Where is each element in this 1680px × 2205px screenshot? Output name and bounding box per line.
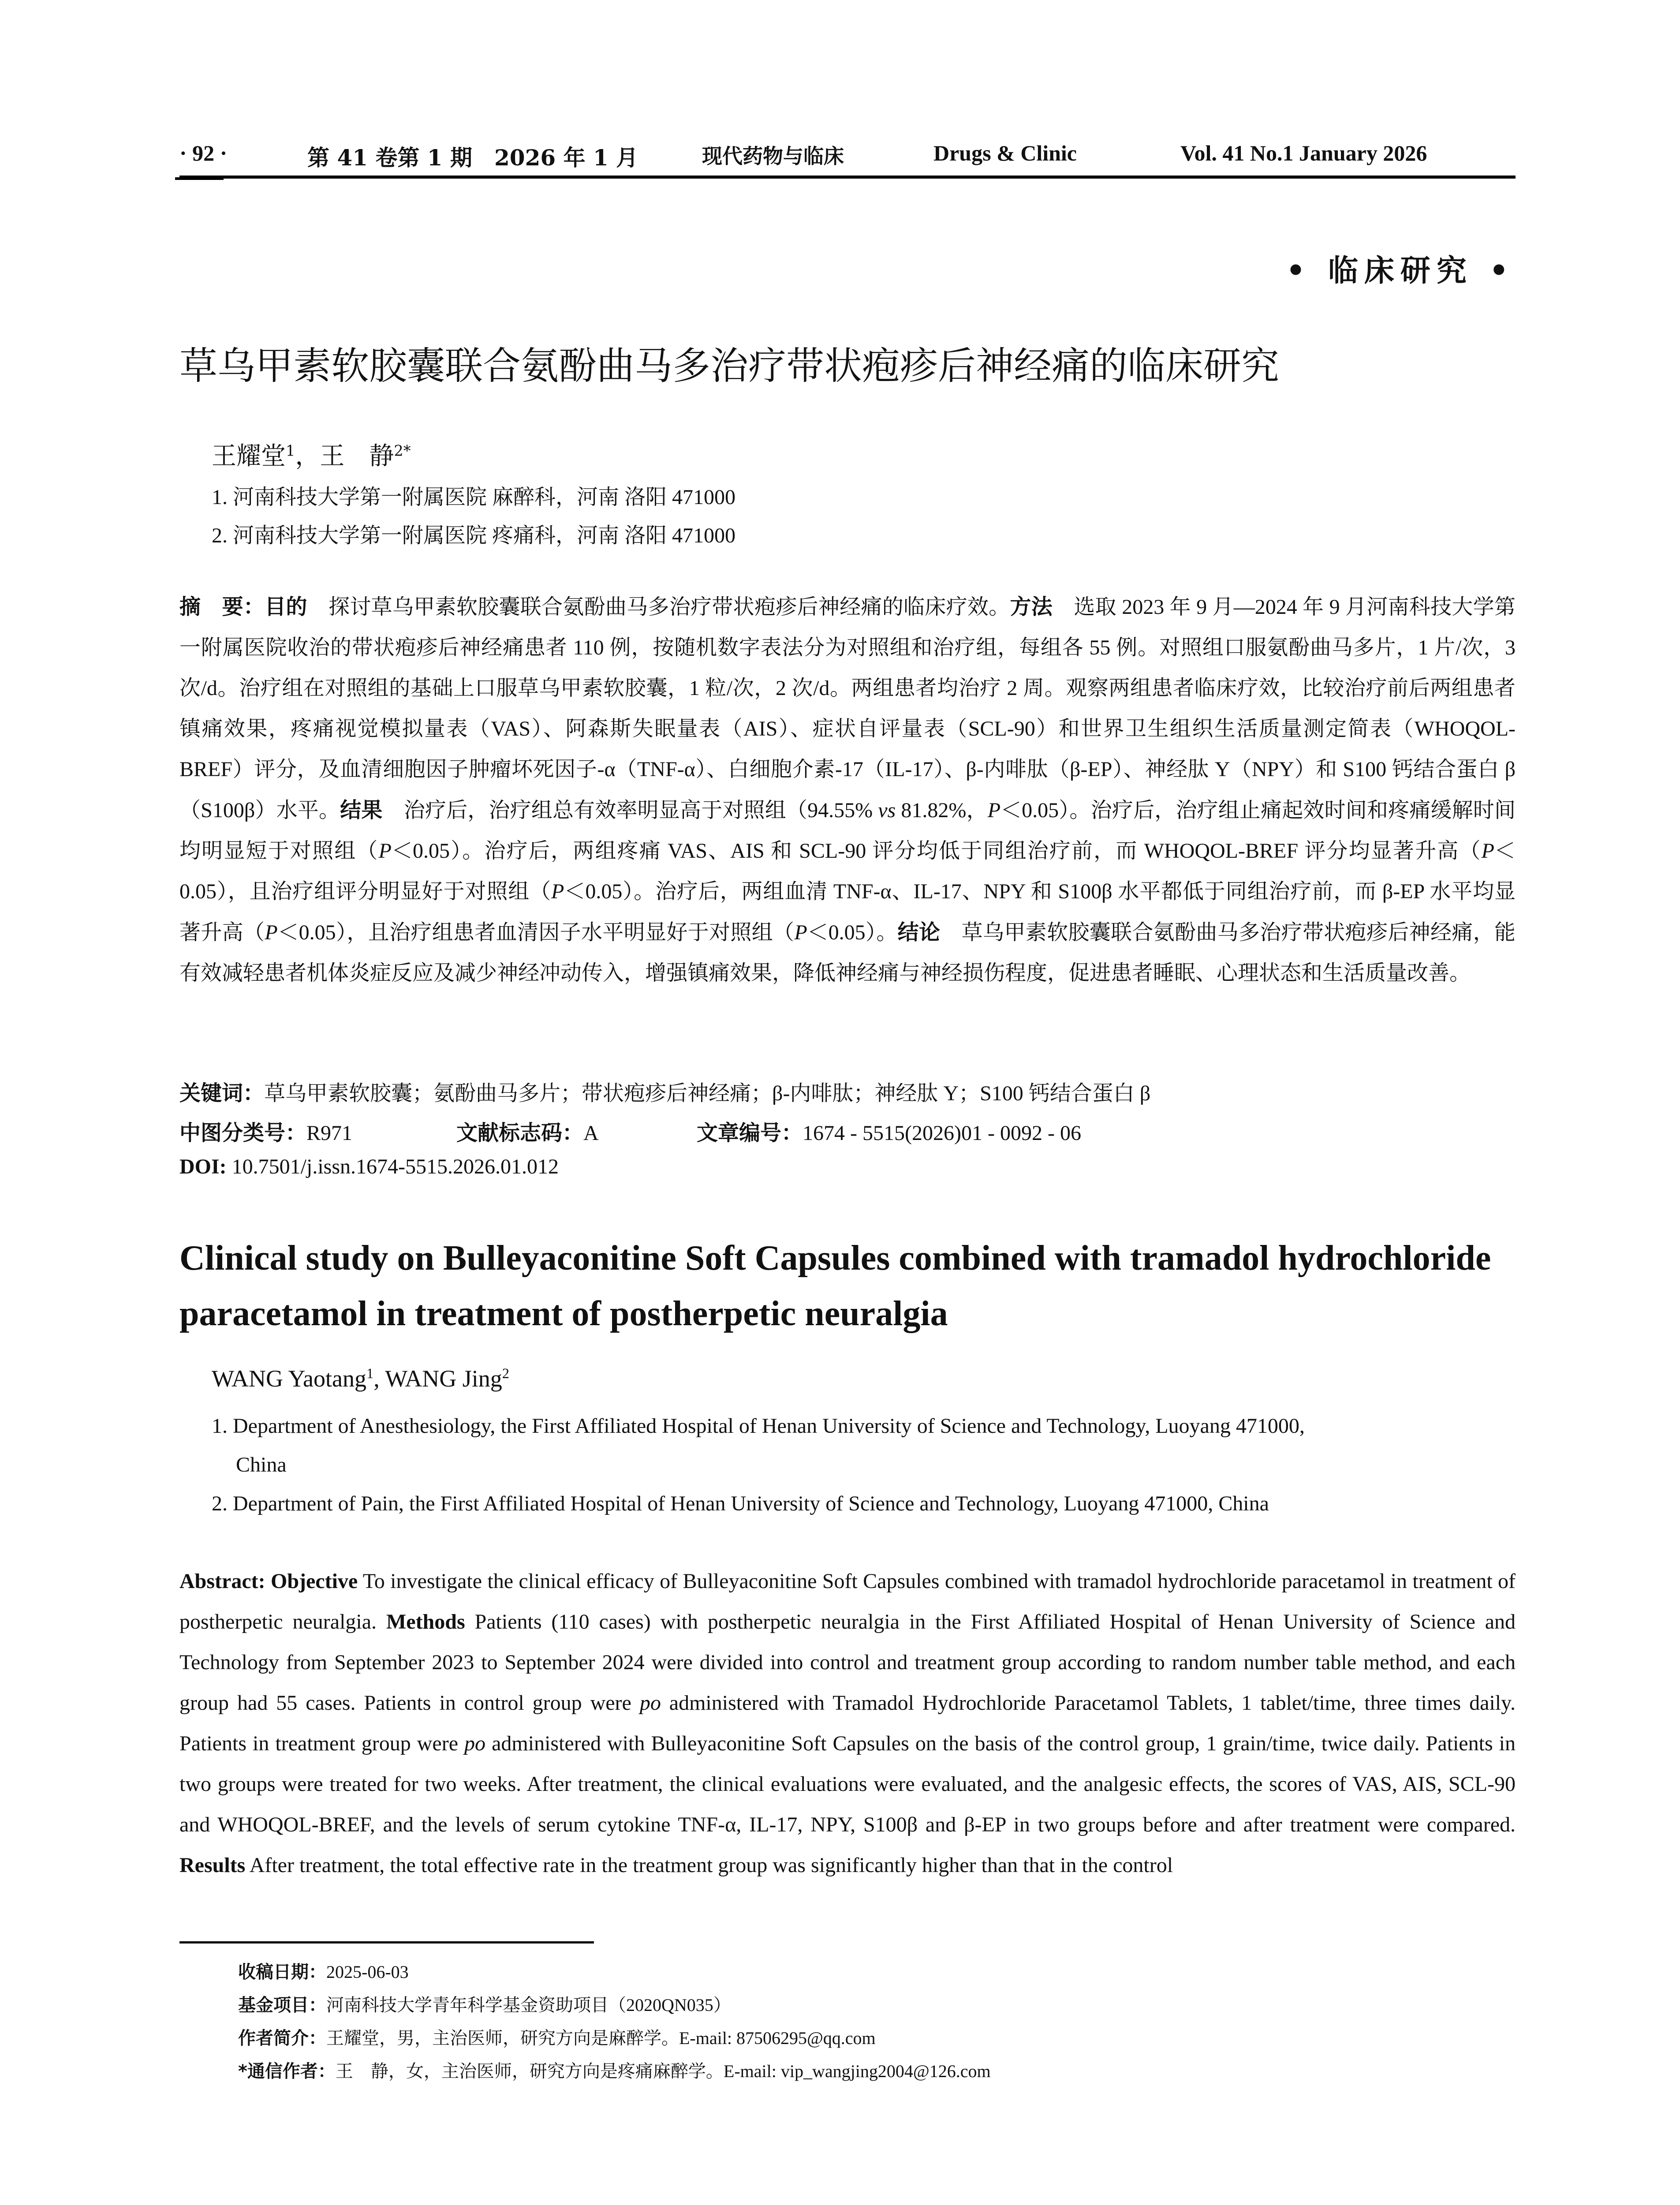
doi-link[interactable]: 10.7501/j.issn.1674-5515.2026.01.012 bbox=[226, 1155, 559, 1178]
article-title-en: Clinical study on Bulleyaconitine Soft Capsules combined with tramadol hydrochloride paracetamol in treatment of postherpetic neuralgia bbox=[179, 1239, 1491, 1333]
author-name: WANG Jing bbox=[385, 1365, 502, 1392]
author-affiliation-mark: 1 bbox=[286, 442, 295, 460]
keywords-cn bbox=[179, 1076, 1150, 1106]
header-rule-accent bbox=[175, 177, 224, 180]
conclusion-label: 结论 bbox=[897, 920, 941, 945]
footnote-label: 作者简介： bbox=[238, 2028, 326, 2048]
results-text: After treatment, the total effective rate in the treatment group was significantly higher than that in the control bbox=[245, 1854, 1173, 1877]
results-text: 81.82%， bbox=[896, 799, 988, 822]
vs-text: vs bbox=[878, 799, 896, 822]
p-value-symbol: P bbox=[265, 921, 278, 944]
author-name: 王耀堂 bbox=[212, 442, 286, 471]
footnote-label: 基金项目： bbox=[238, 1995, 326, 2015]
journal-name-en: Drugs & Clinic bbox=[933, 141, 1077, 165]
doi-label: DOI: bbox=[179, 1155, 227, 1178]
methods-text: 选取 2023 年 9 月—2024 年 9 月河南科技大学第一附属医院收治的带状疱疹后神经痛患者 110 例，按随机数字表法分为对照组和治疗组，每组各 55 例。对照组口服氨酚曲马多片，1 片/次，3 次/d。治疗组在对照组的基础上口服草乌甲素软胶囊，1 粒/次，2 次/d。两组患者均治疗 2 周。观察两组患者临床疗效，比较治疗前后两组患者镇痛效果，疼痛视觉模拟量表（VAS）、阿森斯失眠量表（AIS）、症状自评量表（SCL-90）和世界卫生组织生活质量测定简表（WHOQOL-BREF）评分，及血清细胞因子肿瘤坏死因子-α（TNF-α）、白细胞介素-17（IL-17）、β-内啡肽（β-EP）、神经肽 Y（NPY）和 S100 钙结合蛋白 β（S100β）水平。 bbox=[179, 595, 1516, 822]
footnote-label: 收稿日期： bbox=[238, 1962, 326, 1982]
p-value-symbol: P bbox=[378, 839, 392, 863]
article-number-value: 1674 - 5515(2026)01 - 0092 - 06 bbox=[803, 1121, 1081, 1145]
doc-code-value: A bbox=[583, 1121, 599, 1145]
affiliation-cn: 2. 河南科技大学第一附属医院 疼痛科，河南 洛阳 471000 bbox=[212, 524, 736, 547]
objective-text: To investigate the clinical efficacy of Bulleyaconitine Soft Capsules combined with tramadol hydrochloride paracetamol in treatment of postherpetic neuralgia. bbox=[179, 1570, 1516, 1633]
doi-line bbox=[179, 1155, 559, 1179]
abstract-cn bbox=[179, 587, 1516, 994]
affiliation-en: 1. Department of Anesthesiology, the First Affiliated Hospital of Henan University of Science and Technology, Luoyang 471000, bbox=[212, 1414, 1305, 1438]
author-name: WANG Yaotang bbox=[212, 1365, 366, 1392]
footnote-author-bio bbox=[238, 2024, 876, 2049]
affiliation-en: 2. Department of Pain, the First Affiliated Hospital of Henan University of Science and Technology, Luoyang 471000, China bbox=[212, 1492, 1269, 1515]
author-affiliation-mark: 2* bbox=[394, 442, 411, 460]
article-number-label: 文章编号： bbox=[697, 1121, 803, 1145]
p-value-symbol: P bbox=[551, 880, 564, 903]
doc-code-label: 文献标志码： bbox=[456, 1121, 584, 1145]
affiliation-cn: 1. 河南科技大学第一附属医院 麻醉科，河南 洛阳 471000 bbox=[212, 486, 736, 509]
author-name: 王 静 bbox=[320, 442, 394, 471]
classification-line bbox=[179, 1116, 352, 1146]
methods-text: administered with Bulleyaconitine Soft Capsules on the basis of the control group, 1 grain/time, twice daily. Patients in two groups were treated for two weeks. After treatment, the clinical evaluations were evaluated, and the analgesic effects, the scores of VAS, AIS, SCL-90 and WHOQOL-BREF, and the levels of serum cytokine TNF-α, IL-17, NPY, S100β and β-EP in two groups before and after treatment were compared. bbox=[179, 1732, 1516, 1836]
results-label: Results bbox=[179, 1854, 246, 1877]
conclusion-text: 草乌甲素软胶囊联合氨酚曲马多治疗带状疱疹后神经痛，能有效减轻患者机体炎症反应及减少神经冲动传入，增强镇痛效果，降低神经痛与神经损伤程度，促进患者睡眠、心理状态和生活质量改善。 bbox=[179, 921, 1516, 985]
clc-label: 中图分类号： bbox=[179, 1121, 307, 1145]
p-value-symbol: P bbox=[987, 799, 1001, 822]
author-separator: ， bbox=[295, 442, 320, 471]
footnote-text: 2025-06-03 bbox=[326, 1962, 409, 1982]
methods-label: Methods bbox=[386, 1610, 465, 1633]
section-tag: • 临床研究 • bbox=[1286, 253, 1515, 288]
volume-issue-en: Vol. 41 No.1 January 2026 bbox=[1180, 141, 1427, 165]
footnote-rule bbox=[179, 1941, 594, 1943]
results-text: ＜0.05），且治疗组患者血清因子水平明显好于对照组（ bbox=[277, 921, 795, 944]
objective-label: Objective bbox=[265, 1570, 358, 1593]
results-text: ＜0.05）。治疗后，两组疼痛 VAS、AIS 和 SCL-90 评分均低于同组治疗前，而 WHOQOL-BREF 评分均显著升高（ bbox=[391, 839, 1482, 863]
footnote-corresponding-author bbox=[238, 2057, 991, 2082]
clc-value: R971 bbox=[306, 1121, 353, 1145]
footnote-received bbox=[238, 1958, 409, 1983]
keywords-text: 草乌甲素软胶囊；氨酚曲马多片；带状疱疹后神经痛；β-内啡肽；神经肽 Y；S100 钙结合蛋白 β bbox=[264, 1082, 1151, 1105]
page-number: · 92 · bbox=[179, 141, 228, 165]
results-text: ＜0.05）。治疗后，治疗组止痛起效时间和疼痛缓解时间均明显短于对照组（ bbox=[179, 799, 1516, 863]
header-rule bbox=[179, 176, 1516, 179]
footnote-text: 河南科技大学青年科学基金资助项目（2020QN035） bbox=[326, 1995, 731, 2015]
abstract-en bbox=[179, 1561, 1516, 1886]
abstract-label: Abstract: bbox=[179, 1570, 265, 1593]
doc-code bbox=[456, 1116, 599, 1146]
footnote-text: 王 静，女，主治医师，研究方向是疼痛麻醉学。E-mail: vip_wangjing2004@126.com bbox=[335, 2061, 991, 2081]
p-value-symbol: P bbox=[1481, 839, 1494, 863]
po-text: po bbox=[464, 1732, 486, 1755]
author-affiliation-mark: 1 bbox=[366, 1366, 374, 1382]
volume-issue-cn: 第 41 卷第 1 期 2026 年 1 月 bbox=[307, 145, 638, 171]
results-label: 结果 bbox=[340, 798, 383, 822]
results-text: ＜0.05）。治疗后，两组血清 TNF-α、IL-17、NPY 和 S100β 水平都低于同组治疗前，而 β-EP 水平均显著升高（ bbox=[179, 880, 1516, 944]
methods-text: Patients (110 cases) with postherpetic neuralgia in the First Affiliated Hospital of Henan University of Science and Technology from September 2023 to September 2024 were divided into control and treatment group according to random number table method, and each group had 55 cases. Patients in control group were bbox=[179, 1610, 1516, 1715]
objective-text: 探讨草乌甲素软胶囊联合氨酚曲马多治疗带状疱疹后神经痛的临床疗效。 bbox=[307, 595, 1010, 619]
methods-text: administered with Tramadol Hydrochloride Paracetamol Tablets, 1 tablet/time, three times daily. Patients in treatment group were bbox=[179, 1691, 1516, 1755]
footnote-funding bbox=[238, 1991, 731, 2016]
results-text: ＜0.05）。 bbox=[807, 921, 898, 944]
journal-name-cn: 现代药物与临床 bbox=[702, 144, 844, 168]
article-number bbox=[697, 1116, 1081, 1146]
abstract-label: 摘 要： bbox=[179, 594, 265, 619]
running-header bbox=[179, 140, 1516, 171]
po-text: po bbox=[639, 1691, 661, 1715]
keywords-label: 关键词： bbox=[179, 1081, 265, 1106]
p-value-symbol: P bbox=[794, 921, 807, 944]
results-text: ＜0.05），且治疗组评分明显好于对照组（ bbox=[179, 839, 1516, 903]
methods-label: 方法 bbox=[1010, 594, 1053, 619]
affiliation-en-continued: China bbox=[236, 1453, 287, 1476]
author-affiliation-mark: 2 bbox=[502, 1366, 509, 1382]
footnote-text: 王耀堂，男，主治医师，研究方向是麻醉学。E-mail: 87506295@qq.com bbox=[326, 2028, 876, 2048]
footnote-label: *通信作者： bbox=[238, 2061, 336, 2082]
results-text: 治疗后，治疗组总有效率明显高于对照组（94.55% bbox=[382, 799, 878, 822]
author-separator: , bbox=[373, 1365, 385, 1392]
objective-label: 目的 bbox=[265, 594, 307, 619]
authors-cn bbox=[212, 437, 411, 472]
article-title-cn: 草乌甲素软胶囊联合氨酚曲马多治疗带状疱疹后神经痛的临床研究 bbox=[179, 344, 1279, 388]
authors-en bbox=[212, 1365, 509, 1392]
